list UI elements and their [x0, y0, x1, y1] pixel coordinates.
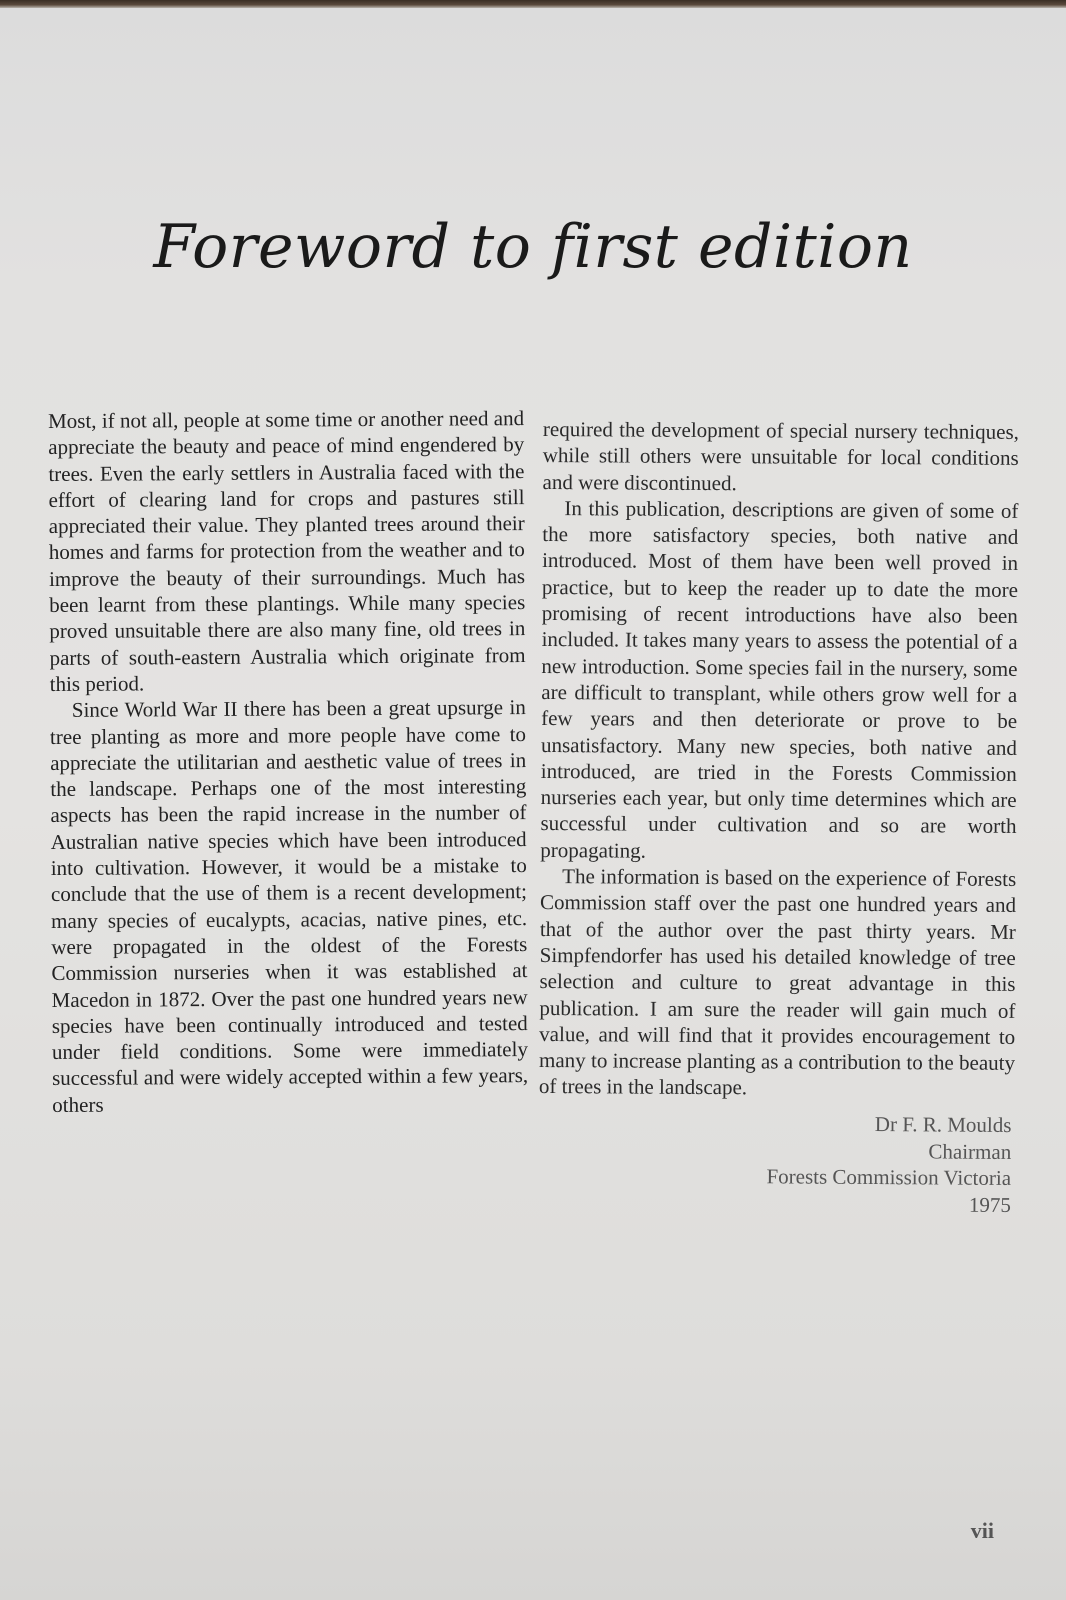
signature-organization: Forests Commission Victoria: [766, 1164, 1012, 1190]
page-title: Foreword to first edition: [153, 212, 913, 282]
paragraph: Since World War II there has been a great upsurge in tree planting as more and more people have come to appreciate the utilitarian and aesthetic value of trees in the landscape. Perhaps one of the most interesting aspects has been the rapid increase in the number of Australian native species which have been introduced into cultivation. However, it would be a mistake to conclude that the use of them is a recent development; many species of eucalypts, acacias, native pines, etc. were propagated in the oldest of the Forests Commission nurseries when it was established at Macedon in 1872. Over the past one hundred years new species have been continually introduced and tested under field conditions. Some were immediately successful and were widely accepted within a few years, others: [49, 695, 529, 1117]
paragraph: Most, if not all, people at some time or another need and appreciate the beauty and peace of mind engendered by trees. Even the early settlers in Australia faced with the effort of clearing land for crops and pastures still appreciated their value. They planted trees around their homes and farms for protection from the weather and to improve the beauty of their surroundings. Much has been learnt from these plantings. While many species proved unsuitable there are also many fine, old trees in parts of south-eastern Australia which originate from this period.: [48, 406, 526, 696]
left-column: [48, 405, 528, 1118]
signature-year: 1975: [969, 1192, 1012, 1217]
paragraph: required the development of special nursery techniques, while still others were unsuitable for local conditions and were discontinued.: [542, 416, 1019, 495]
signature-role: Chairman: [928, 1138, 1012, 1164]
paragraph: The information is based on the experience of Forests Commission staff over the past one hundred years and that of the author over the past thirty years. Mr Simpfendorfer has used his detailed knowledge of tree selection and culture to great advantage in this publication. I am sure the reader will gain much of value, and will find that it provides encouragement to many to increase planting as a contribution to the beauty of trees in the landscape.: [538, 864, 1017, 1100]
paragraph: In this publication, descriptions are given of some of the more satisfactory species, both native and introduced. Most of them have been well proved in practice, but to keep the reader up to date the more promising of recent introductions have also been included. It takes many years to assess the potential of a new introduction. Some species fail in the nursery, some are difficult to transplant, while others grow well for a few years and then deteriorate or prove to be unsatisfactory. Many new species, both native and introduced, are tried in the Forests Commission nurseries each year, but only time determines which are successful under cultivation and so are worth propagating.: [540, 496, 1019, 863]
right-column: [539, 416, 1019, 1103]
page-number: vii: [970, 1518, 994, 1543]
page-top-edge: [0, 0, 1066, 8]
signature-block: [767, 1110, 1012, 1218]
signature-name: Dr F. R. Moulds: [875, 1112, 1012, 1137]
